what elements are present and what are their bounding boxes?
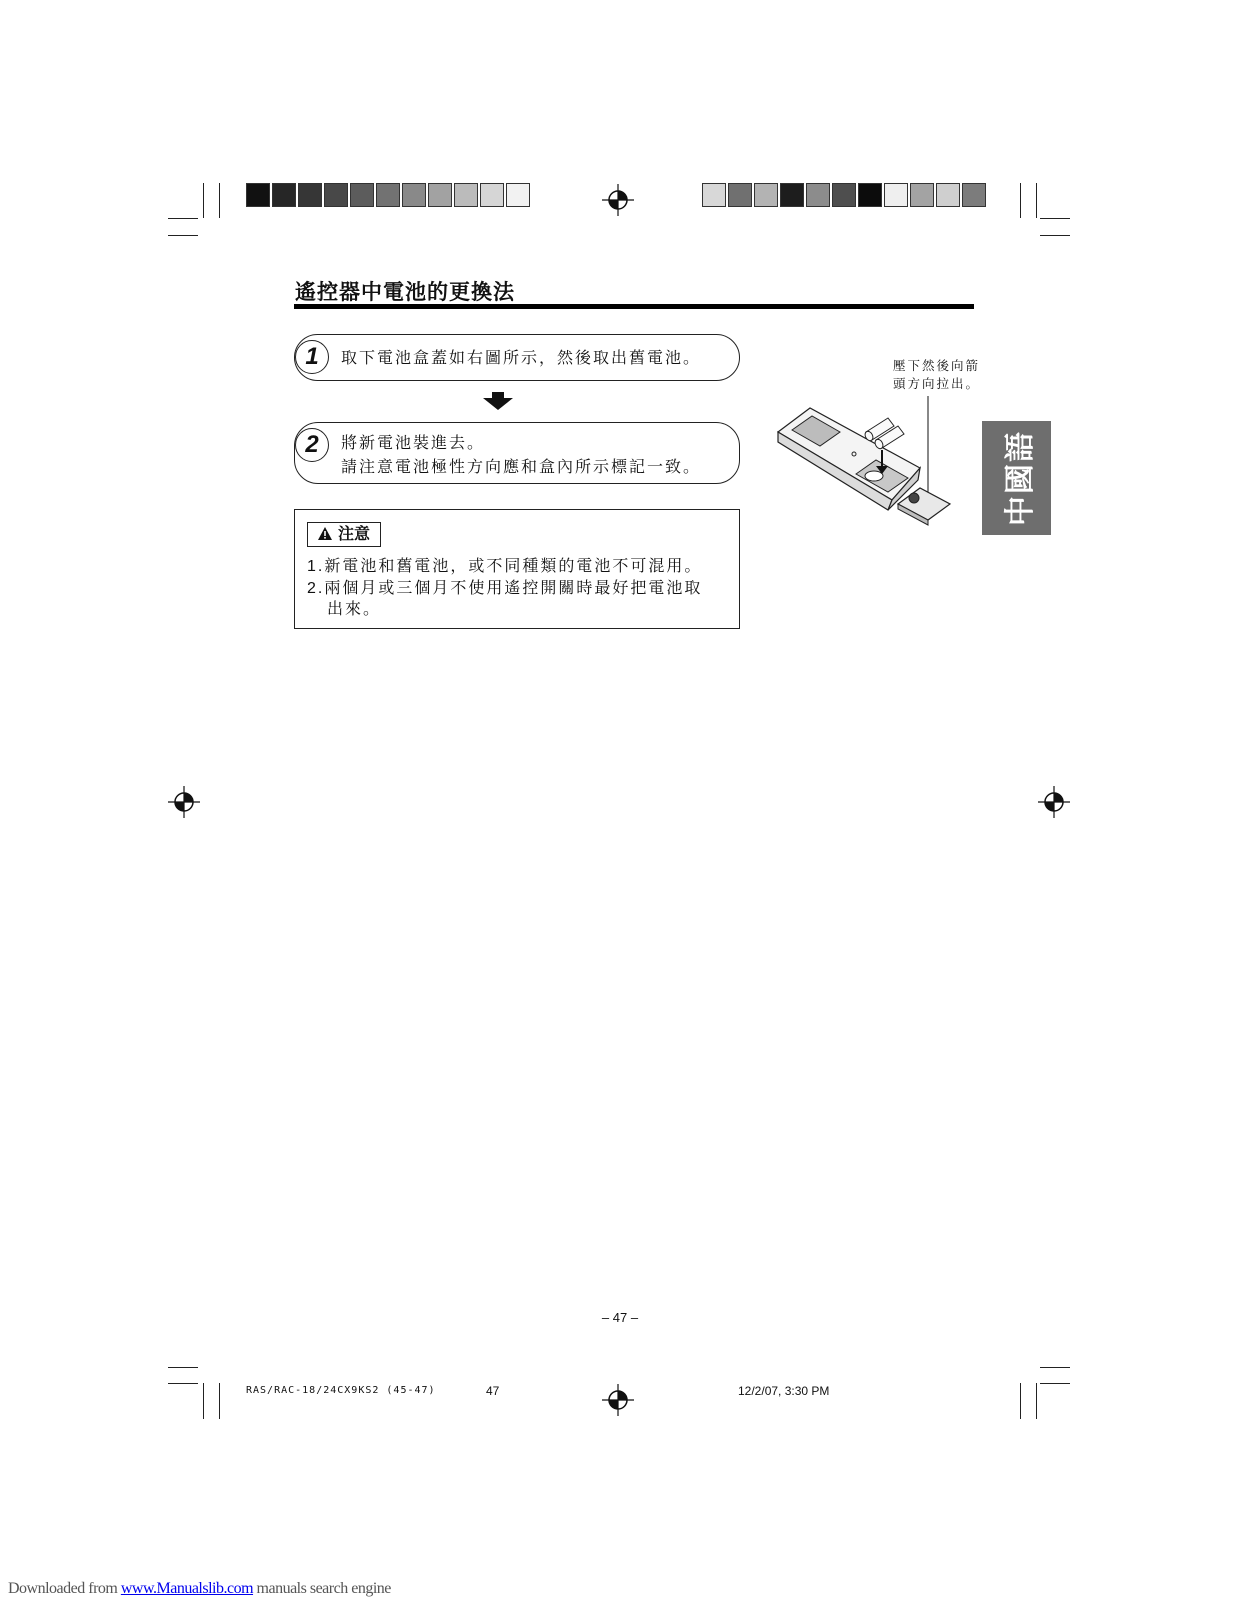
caution-item-2 bbox=[307, 577, 702, 599]
caution-label bbox=[307, 522, 381, 547]
caution-box bbox=[294, 509, 740, 629]
left-swatch-10 bbox=[480, 183, 504, 207]
swatch-bar-right bbox=[702, 183, 988, 209]
footer-page: 47 bbox=[486, 1384, 500, 1398]
caution-item-1-num: 1. bbox=[307, 558, 325, 575]
right-swatch-8 bbox=[884, 183, 908, 207]
step-1-text: 取下電池盒蓋如右圖所示，然後取出舊電池。 bbox=[341, 348, 702, 367]
language-tab-label: 中國語 bbox=[1002, 430, 1038, 526]
right-swatch-4 bbox=[780, 183, 804, 207]
left-swatch-9 bbox=[454, 183, 478, 207]
left-swatch-1 bbox=[246, 183, 270, 207]
illustration-caption-line-1: 壓下然後向箭 bbox=[892, 358, 980, 373]
registration-target-bottom bbox=[602, 1384, 634, 1416]
step-2-number: 2 bbox=[295, 428, 329, 462]
page-title: 遙控器中電池的更換法 bbox=[295, 280, 515, 304]
registration-target-left bbox=[168, 786, 200, 818]
right-swatch-10 bbox=[936, 183, 960, 207]
caution-item-1 bbox=[307, 555, 702, 577]
warning-triangle-icon bbox=[318, 527, 332, 540]
download-prefix: Downloaded from bbox=[8, 1580, 121, 1597]
page-number: – 47 – bbox=[601, 1310, 639, 1325]
right-swatch-7 bbox=[858, 183, 882, 207]
left-swatch-6 bbox=[376, 183, 400, 207]
caution-label-text: 注意 bbox=[338, 524, 371, 543]
registration-target-right bbox=[1038, 786, 1070, 818]
step-1-number: 1 bbox=[295, 340, 329, 374]
left-swatch-7 bbox=[402, 183, 426, 207]
caution-item-2-cont: 出來。 bbox=[327, 599, 382, 618]
step-2-box bbox=[294, 422, 740, 484]
step-2-line-2: 請注意電池極性方向應和盒內所示標記一致。 bbox=[341, 457, 702, 476]
left-swatch-3 bbox=[298, 183, 322, 207]
footer-doc-code: RAS/RAC-18/24CX9KS2 (45-47) bbox=[246, 1385, 436, 1396]
right-swatch-6 bbox=[832, 183, 856, 207]
download-suffix: manuals search engine bbox=[253, 1580, 391, 1597]
right-swatch-9 bbox=[910, 183, 934, 207]
step-1-box bbox=[294, 334, 740, 381]
caution-item-2-text: 兩個月或三個月不使用遙控開關時最好把電池取 bbox=[324, 578, 703, 597]
right-swatch-2 bbox=[728, 183, 752, 207]
remote-battery-illustration bbox=[770, 388, 990, 528]
illustration-caption-line-2: 頭方向拉出。 bbox=[892, 376, 980, 391]
step-2-line-1: 將新電池裝進去。 bbox=[341, 433, 486, 452]
footer-date: 12/2/07, 3:30 PM bbox=[738, 1384, 830, 1398]
right-swatch-11 bbox=[962, 183, 986, 207]
title-rule bbox=[294, 304, 974, 309]
down-arrow-icon bbox=[483, 392, 513, 410]
swatch-bar-left bbox=[246, 183, 532, 209]
left-swatch-11 bbox=[506, 183, 530, 207]
caution-item-2-num: 2. bbox=[307, 580, 325, 597]
left-swatch-5 bbox=[350, 183, 374, 207]
left-swatch-4 bbox=[324, 183, 348, 207]
registration-target-top bbox=[602, 184, 634, 216]
right-swatch-3 bbox=[754, 183, 778, 207]
manualslib-link[interactable]: www.Manualslib.com bbox=[120, 1580, 254, 1597]
right-swatch-1 bbox=[702, 183, 726, 207]
right-swatch-5 bbox=[806, 183, 830, 207]
left-swatch-2 bbox=[272, 183, 296, 207]
caution-item-1-text: 新電池和舊電池，或不同種類的電池不可混用。 bbox=[324, 556, 703, 575]
language-tab bbox=[982, 421, 1051, 535]
download-credit bbox=[8, 1580, 391, 1598]
left-swatch-8 bbox=[428, 183, 452, 207]
